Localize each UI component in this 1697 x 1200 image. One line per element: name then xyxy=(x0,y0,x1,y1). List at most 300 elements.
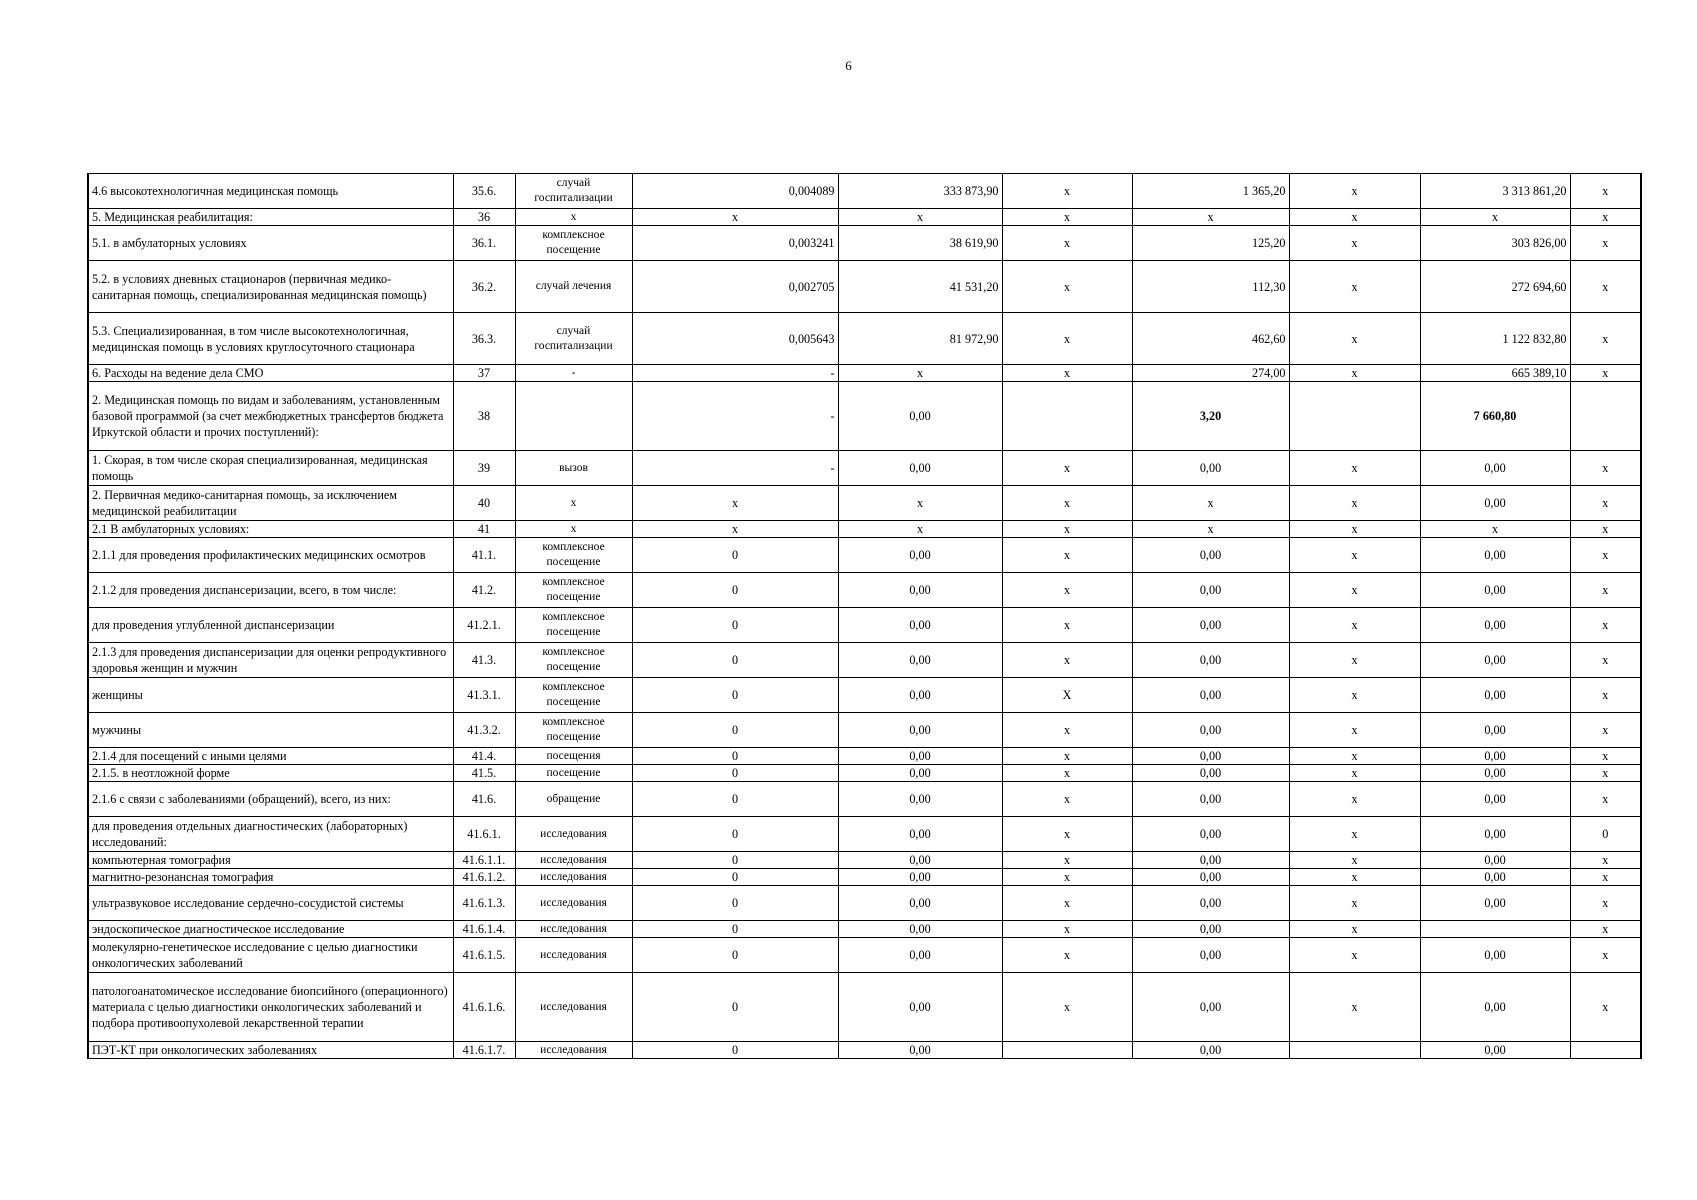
cell-col-2: исследования xyxy=(515,938,632,973)
table-row xyxy=(88,748,1641,765)
cell-col-2: комплексное посещение xyxy=(515,538,632,573)
cell-col-2: комплексное посещение xyxy=(515,608,632,643)
cell-col-3: 0 xyxy=(632,643,838,678)
cell-col-7: х xyxy=(1289,886,1420,921)
table-row xyxy=(88,782,1641,817)
cell-col-5: х xyxy=(1002,521,1132,538)
cell-col-1: 41.1. xyxy=(453,538,515,573)
cell-col-3: 0,003241 xyxy=(632,226,838,261)
cell-col-0: 5.2. в условиях дневных стационаров (первичная медико-санитарная помощь, специализированная медицинская помощь) xyxy=(88,261,453,313)
cell-col-9: х xyxy=(1570,451,1641,486)
cell-col-5: х xyxy=(1002,938,1132,973)
cell-col-9: х xyxy=(1570,365,1641,382)
cell-col-9: 0 xyxy=(1570,817,1641,852)
cell-col-1: 36 xyxy=(453,209,515,226)
cell-col-4: 0,00 xyxy=(838,538,1002,573)
cell-col-5: х xyxy=(1002,765,1132,782)
cell-col-4: х xyxy=(838,486,1002,521)
cell-col-9: х xyxy=(1570,261,1641,313)
cell-col-6: 0,00 xyxy=(1132,973,1289,1042)
cell-col-4: 0,00 xyxy=(838,748,1002,765)
cell-col-0: 5. Медицинская реабилитация: xyxy=(88,209,453,226)
cell-col-3: 0 xyxy=(632,817,838,852)
cell-col-5: х xyxy=(1002,538,1132,573)
cell-col-0: 2.1.5. в неотложной форме xyxy=(88,765,453,782)
cell-col-8: 3 313 861,20 xyxy=(1420,174,1570,209)
table-row xyxy=(88,573,1641,608)
cell-col-7: х xyxy=(1289,817,1420,852)
cell-col-3: 0 xyxy=(632,748,838,765)
cell-col-0: компьютерная томография xyxy=(88,852,453,869)
cell-col-0: мужчины xyxy=(88,713,453,748)
cell-col-7: х xyxy=(1289,748,1420,765)
cell-col-6: 0,00 xyxy=(1132,1042,1289,1059)
cell-col-1: 41.6.1.5. xyxy=(453,938,515,973)
table-row xyxy=(88,382,1641,451)
cell-col-6: 0,00 xyxy=(1132,451,1289,486)
cell-col-9: х xyxy=(1570,921,1641,938)
cell-col-2: обращение xyxy=(515,782,632,817)
cell-col-8: 0,00 xyxy=(1420,817,1570,852)
cell-col-9: х xyxy=(1570,886,1641,921)
cell-col-4: 0,00 xyxy=(838,573,1002,608)
cell-col-1: 41.6. xyxy=(453,782,515,817)
cell-col-6: 0,00 xyxy=(1132,713,1289,748)
cell-col-7: х xyxy=(1289,921,1420,938)
cell-col-3: 0 xyxy=(632,1042,838,1059)
cell-col-6: х xyxy=(1132,521,1289,538)
cell-col-0: 2.1.3 для проведения диспансеризации для оценки репродуктивного здоровья женщин и мужчин xyxy=(88,643,453,678)
cell-col-2: комплексное посещение xyxy=(515,678,632,713)
cell-col-2: комплексное посещение xyxy=(515,573,632,608)
cell-col-6: 0,00 xyxy=(1132,886,1289,921)
cell-col-9: х xyxy=(1570,973,1641,1042)
cell-col-7: х xyxy=(1289,573,1420,608)
cell-col-4: 0,00 xyxy=(838,451,1002,486)
cell-col-5 xyxy=(1002,1042,1132,1059)
cell-col-2: случай лечения xyxy=(515,261,632,313)
cell-col-3: 0 xyxy=(632,886,838,921)
cell-col-6: х xyxy=(1132,486,1289,521)
cell-col-3: 0 xyxy=(632,852,838,869)
cell-col-3: 0 xyxy=(632,765,838,782)
cell-col-1: 41.2. xyxy=(453,573,515,608)
cell-col-9: х xyxy=(1570,852,1641,869)
cell-col-4: 0,00 xyxy=(838,713,1002,748)
cell-col-6: х xyxy=(1132,209,1289,226)
cell-col-1: 41.6.1.6. xyxy=(453,973,515,1042)
cell-col-8: 0,00 xyxy=(1420,486,1570,521)
cell-col-8: 0,00 xyxy=(1420,765,1570,782)
cell-col-7 xyxy=(1289,382,1420,451)
cell-col-2: исследования xyxy=(515,817,632,852)
cell-col-4: 0,00 xyxy=(838,1042,1002,1059)
cell-col-8: 0,00 xyxy=(1420,1042,1570,1059)
table-row xyxy=(88,1042,1641,1059)
cell-col-5: х xyxy=(1002,486,1132,521)
cell-col-6: 0,00 xyxy=(1132,938,1289,973)
cell-col-8: 0,00 xyxy=(1420,643,1570,678)
cell-col-4: 0,00 xyxy=(838,765,1002,782)
cell-col-2: вызов xyxy=(515,451,632,486)
cell-col-6: 0,00 xyxy=(1132,869,1289,886)
cell-col-4: х xyxy=(838,365,1002,382)
cell-col-5: х xyxy=(1002,365,1132,382)
cell-col-0: 2.1 В амбулаторных условиях: xyxy=(88,521,453,538)
table-row xyxy=(88,451,1641,486)
cell-col-7: х xyxy=(1289,678,1420,713)
cell-col-6: 3,20 xyxy=(1132,382,1289,451)
cell-col-0: 2.1.4 для посещений с иными целями xyxy=(88,748,453,765)
cell-col-3: 0 xyxy=(632,608,838,643)
cell-col-3: 0 xyxy=(632,538,838,573)
cell-col-8: 0,00 xyxy=(1420,938,1570,973)
cell-col-2: случай госпитализации xyxy=(515,313,632,365)
cell-col-8: 0,00 xyxy=(1420,608,1570,643)
cell-col-1: 41 xyxy=(453,521,515,538)
cell-col-1: 39 xyxy=(453,451,515,486)
cell-col-3: - xyxy=(632,451,838,486)
table-row xyxy=(88,209,1641,226)
cell-col-5: х xyxy=(1002,209,1132,226)
cell-col-6: 274,00 xyxy=(1132,365,1289,382)
cell-col-1: 41.6.1.2. xyxy=(453,869,515,886)
table-row xyxy=(88,713,1641,748)
cell-col-6: 0,00 xyxy=(1132,782,1289,817)
cell-col-7: х xyxy=(1289,365,1420,382)
table-row xyxy=(88,938,1641,973)
cell-col-3: 0 xyxy=(632,678,838,713)
cell-col-4: 0,00 xyxy=(838,817,1002,852)
cell-col-7: х xyxy=(1289,608,1420,643)
cell-col-5: х xyxy=(1002,886,1132,921)
cell-col-2: исследования xyxy=(515,869,632,886)
cell-col-5: х xyxy=(1002,748,1132,765)
cell-col-3: 0 xyxy=(632,713,838,748)
cell-col-6: 0,00 xyxy=(1132,817,1289,852)
cell-col-4: 81 972,90 xyxy=(838,313,1002,365)
cell-col-0: 5.3. Специализированная, в том числе высокотехнологичная, медицинская помощь в условиях круглосуточного стационара xyxy=(88,313,453,365)
table-row xyxy=(88,226,1641,261)
cell-col-6: 0,00 xyxy=(1132,921,1289,938)
cell-col-1: 40 xyxy=(453,486,515,521)
table-row xyxy=(88,765,1641,782)
cell-col-0: для проведения отдельных диагностических (лабораторных) исследований: xyxy=(88,817,453,852)
table-row xyxy=(88,817,1641,852)
cell-col-1: 36.3. xyxy=(453,313,515,365)
cell-col-0: 2. Медицинская помощь по видам и заболеваниям, установленным базовой программой (за счет межбюджетных трансфертов бюджета Иркутской области и прочих поступлений): xyxy=(88,382,453,451)
cell-col-6: 0,00 xyxy=(1132,852,1289,869)
cell-col-5: х xyxy=(1002,921,1132,938)
cell-col-5: х xyxy=(1002,852,1132,869)
cell-col-8: 0,00 xyxy=(1420,973,1570,1042)
cell-col-5: х xyxy=(1002,261,1132,313)
cell-col-1: 41.6.1. xyxy=(453,817,515,852)
cell-col-5 xyxy=(1002,382,1132,451)
cell-col-0: молекулярно-генетическое исследование с целью диагностики онкологических заболеваний xyxy=(88,938,453,973)
table-row xyxy=(88,486,1641,521)
table-row xyxy=(88,538,1641,573)
cell-col-8: 0,00 xyxy=(1420,748,1570,765)
cell-col-0: 5.1. в амбулаторных условиях xyxy=(88,226,453,261)
cell-col-0: 2.1.1 для проведения профилактических медицинских осмотров xyxy=(88,538,453,573)
cell-col-0: 6. Расходы на ведение дела СМО xyxy=(88,365,453,382)
cell-col-8: 0,00 xyxy=(1420,782,1570,817)
cell-col-8: х xyxy=(1420,209,1570,226)
cell-col-6: 1 365,20 xyxy=(1132,174,1289,209)
cell-col-0: 2.1.2 для проведения диспансеризации, всего, в том числе: xyxy=(88,573,453,608)
cell-col-7: х xyxy=(1289,869,1420,886)
cell-col-3: 0 xyxy=(632,973,838,1042)
table-row xyxy=(88,678,1641,713)
cell-col-4: х xyxy=(838,521,1002,538)
cell-col-9: х xyxy=(1570,869,1641,886)
cell-col-7: х xyxy=(1289,643,1420,678)
cell-col-3: 0,002705 xyxy=(632,261,838,313)
cell-col-5: х xyxy=(1002,869,1132,886)
cell-col-0: магнитно-резонансная томография xyxy=(88,869,453,886)
cell-col-2: - xyxy=(515,365,632,382)
cell-col-5: х xyxy=(1002,451,1132,486)
cell-col-4: 0,00 xyxy=(838,921,1002,938)
cell-col-2: комплексное посещение xyxy=(515,226,632,261)
page-number: 6 xyxy=(845,58,852,73)
cell-col-0: ПЭТ-КТ при онкологических заболеваниях xyxy=(88,1042,453,1059)
cell-col-2: исследования xyxy=(515,973,632,1042)
cell-col-9: х xyxy=(1570,678,1641,713)
cell-col-0: патологоанатомическое исследование биопсийного (операционного) материала с целью диагностики онкологических заболеваний и подбора противоопухолевой лекарственной терапии xyxy=(88,973,453,1042)
table-row xyxy=(88,973,1641,1042)
cell-col-2: исследования xyxy=(515,852,632,869)
cell-col-7: х xyxy=(1289,521,1420,538)
cell-col-1: 36.2. xyxy=(453,261,515,313)
cell-col-6: 0,00 xyxy=(1132,643,1289,678)
table-row xyxy=(88,921,1641,938)
cell-col-3: 0,005643 xyxy=(632,313,838,365)
cell-col-5: х xyxy=(1002,973,1132,1042)
cell-col-8: 0,00 xyxy=(1420,852,1570,869)
cell-col-2: х xyxy=(515,486,632,521)
cell-col-9: х xyxy=(1570,782,1641,817)
cell-col-6: 462,60 xyxy=(1132,313,1289,365)
cell-col-7 xyxy=(1289,1042,1420,1059)
cell-col-4: 0,00 xyxy=(838,869,1002,886)
cell-col-8 xyxy=(1420,921,1570,938)
cell-col-8: 665 389,10 xyxy=(1420,365,1570,382)
cell-col-9: х xyxy=(1570,209,1641,226)
cell-col-1: 41.2.1. xyxy=(453,608,515,643)
cell-col-8: 1 122 832,80 xyxy=(1420,313,1570,365)
cell-col-6: 0,00 xyxy=(1132,678,1289,713)
cell-col-8: 272 694,60 xyxy=(1420,261,1570,313)
cell-col-2: х xyxy=(515,209,632,226)
cell-col-8: 0,00 xyxy=(1420,713,1570,748)
cell-col-5: Х xyxy=(1002,678,1132,713)
cell-col-1: 41.6.1.3. xyxy=(453,886,515,921)
table-row xyxy=(88,852,1641,869)
cell-col-6: 0,00 xyxy=(1132,608,1289,643)
cell-col-2: комплексное посещение xyxy=(515,713,632,748)
cell-col-9: х xyxy=(1570,713,1641,748)
cell-col-5: х xyxy=(1002,713,1132,748)
cell-col-7: х xyxy=(1289,538,1420,573)
cell-col-7: х xyxy=(1289,451,1420,486)
cell-col-0: 4.6 высокотехнологичная медицинская помощь xyxy=(88,174,453,209)
cell-col-5: х xyxy=(1002,573,1132,608)
cell-col-8: 303 826,00 xyxy=(1420,226,1570,261)
cell-col-1: 41.6.1.4. xyxy=(453,921,515,938)
cell-col-0: ультразвуковое исследование сердечно-сосудистой системы xyxy=(88,886,453,921)
cell-col-0: 2. Первичная медико-санитарная помощь, за исключением медицинской реабилитации xyxy=(88,486,453,521)
cell-col-8: 0,00 xyxy=(1420,451,1570,486)
cell-col-3: 0 xyxy=(632,573,838,608)
cell-col-5: х xyxy=(1002,226,1132,261)
cell-col-8: 0,00 xyxy=(1420,886,1570,921)
cell-col-4: 0,00 xyxy=(838,643,1002,678)
cell-col-9: х xyxy=(1570,486,1641,521)
cell-col-9: х xyxy=(1570,226,1641,261)
cell-col-4: х xyxy=(838,209,1002,226)
cell-col-7: х xyxy=(1289,782,1420,817)
cell-col-4: 38 619,90 xyxy=(838,226,1002,261)
cell-col-7: х xyxy=(1289,174,1420,209)
cell-col-2 xyxy=(515,382,632,451)
cell-col-6: 125,20 xyxy=(1132,226,1289,261)
cell-col-3: 0 xyxy=(632,869,838,886)
cell-col-8: 7 660,80 xyxy=(1420,382,1570,451)
cell-col-4: 0,00 xyxy=(838,608,1002,643)
cell-col-8: 0,00 xyxy=(1420,678,1570,713)
cell-col-7: х xyxy=(1289,852,1420,869)
cell-col-9: х xyxy=(1570,313,1641,365)
cell-col-2: х xyxy=(515,521,632,538)
cell-col-5: х xyxy=(1002,174,1132,209)
cell-col-1: 36.1. xyxy=(453,226,515,261)
cell-col-9: х xyxy=(1570,521,1641,538)
cell-col-3: 0 xyxy=(632,921,838,938)
cell-col-5: х xyxy=(1002,643,1132,678)
cell-col-7: х xyxy=(1289,765,1420,782)
cell-col-7: х xyxy=(1289,973,1420,1042)
cell-col-5: х xyxy=(1002,608,1132,643)
cell-col-0: женщины xyxy=(88,678,453,713)
cell-col-1: 37 xyxy=(453,365,515,382)
cell-col-1: 38 xyxy=(453,382,515,451)
cell-col-1: 41.6.1.1. xyxy=(453,852,515,869)
cell-col-1: 41.3.2. xyxy=(453,713,515,748)
cell-col-2: исследования xyxy=(515,921,632,938)
cell-col-7: х xyxy=(1289,209,1420,226)
cell-col-3: - xyxy=(632,365,838,382)
cell-col-6: 112,30 xyxy=(1132,261,1289,313)
cell-col-1: 35.6. xyxy=(453,174,515,209)
cell-col-0: для проведения углубленной диспансеризации xyxy=(88,608,453,643)
cell-col-9: х xyxy=(1570,643,1641,678)
cell-col-4: 0,00 xyxy=(838,938,1002,973)
cell-col-7: х xyxy=(1289,938,1420,973)
cell-col-0: эндоскопическое диагностическое исследование xyxy=(88,921,453,938)
cell-col-9: х xyxy=(1570,748,1641,765)
cell-col-4: 0,00 xyxy=(838,886,1002,921)
cell-col-1: 41.6.1.7. xyxy=(453,1042,515,1059)
table-row xyxy=(88,174,1641,209)
table-row xyxy=(88,886,1641,921)
cell-col-5: х xyxy=(1002,782,1132,817)
cell-col-8: 0,00 xyxy=(1420,538,1570,573)
data-table xyxy=(87,173,1642,1059)
cell-col-0: 2.1.6 с связи с заболеваниями (обращений), всего, из них: xyxy=(88,782,453,817)
cell-col-7: х xyxy=(1289,313,1420,365)
table-row xyxy=(88,365,1641,382)
cell-col-4: 0,00 xyxy=(838,973,1002,1042)
cell-col-6: 0,00 xyxy=(1132,538,1289,573)
cell-col-7: х xyxy=(1289,226,1420,261)
cell-col-3: х xyxy=(632,486,838,521)
cell-col-1: 41.4. xyxy=(453,748,515,765)
table-row xyxy=(88,608,1641,643)
cell-col-2: комплексное посещение xyxy=(515,643,632,678)
cell-col-5: х xyxy=(1002,313,1132,365)
cell-col-4: 0,00 xyxy=(838,678,1002,713)
cell-col-7: х xyxy=(1289,486,1420,521)
cell-col-9 xyxy=(1570,1042,1641,1059)
cell-col-9 xyxy=(1570,382,1641,451)
cell-col-4: 333 873,90 xyxy=(838,174,1002,209)
cell-col-2: случай госпитализации xyxy=(515,174,632,209)
cell-col-4: 41 531,20 xyxy=(838,261,1002,313)
cell-col-4: 0,00 xyxy=(838,782,1002,817)
cell-col-1: 41.3. xyxy=(453,643,515,678)
table-row xyxy=(88,521,1641,538)
cell-col-7: х xyxy=(1289,713,1420,748)
cell-col-9: х xyxy=(1570,538,1641,573)
cell-col-4: 0,00 xyxy=(838,382,1002,451)
cell-col-9: х xyxy=(1570,573,1641,608)
cell-col-2: исследования xyxy=(515,886,632,921)
table-body xyxy=(88,174,1641,1059)
cell-col-0: 1. Скорая, в том числе скорая специализированная, медицинская помощь xyxy=(88,451,453,486)
cell-col-5: х xyxy=(1002,817,1132,852)
cell-col-6: 0,00 xyxy=(1132,573,1289,608)
cell-col-2: исследования xyxy=(515,1042,632,1059)
table-row xyxy=(88,643,1641,678)
cell-col-8: 0,00 xyxy=(1420,869,1570,886)
cell-col-9: х xyxy=(1570,174,1641,209)
cell-col-1: 41.5. xyxy=(453,765,515,782)
cell-col-8: 0,00 xyxy=(1420,573,1570,608)
cell-col-6: 0,00 xyxy=(1132,765,1289,782)
cell-col-7: х xyxy=(1289,261,1420,313)
cell-col-3: - xyxy=(632,382,838,451)
cell-col-3: 0,004089 xyxy=(632,174,838,209)
table-row xyxy=(88,313,1641,365)
cell-col-9: х xyxy=(1570,938,1641,973)
table-row xyxy=(88,261,1641,313)
cell-col-3: 0 xyxy=(632,782,838,817)
cell-col-3: 0 xyxy=(632,938,838,973)
cell-col-2: посещения xyxy=(515,748,632,765)
table-row xyxy=(88,869,1641,886)
cell-col-4: 0,00 xyxy=(838,852,1002,869)
cell-col-9: х xyxy=(1570,608,1641,643)
cell-col-3: х xyxy=(632,209,838,226)
cell-col-2: посещение xyxy=(515,765,632,782)
cell-col-1: 41.3.1. xyxy=(453,678,515,713)
cell-col-9: х xyxy=(1570,765,1641,782)
cell-col-3: х xyxy=(632,521,838,538)
cell-col-6: 0,00 xyxy=(1132,748,1289,765)
cell-col-8: х xyxy=(1420,521,1570,538)
